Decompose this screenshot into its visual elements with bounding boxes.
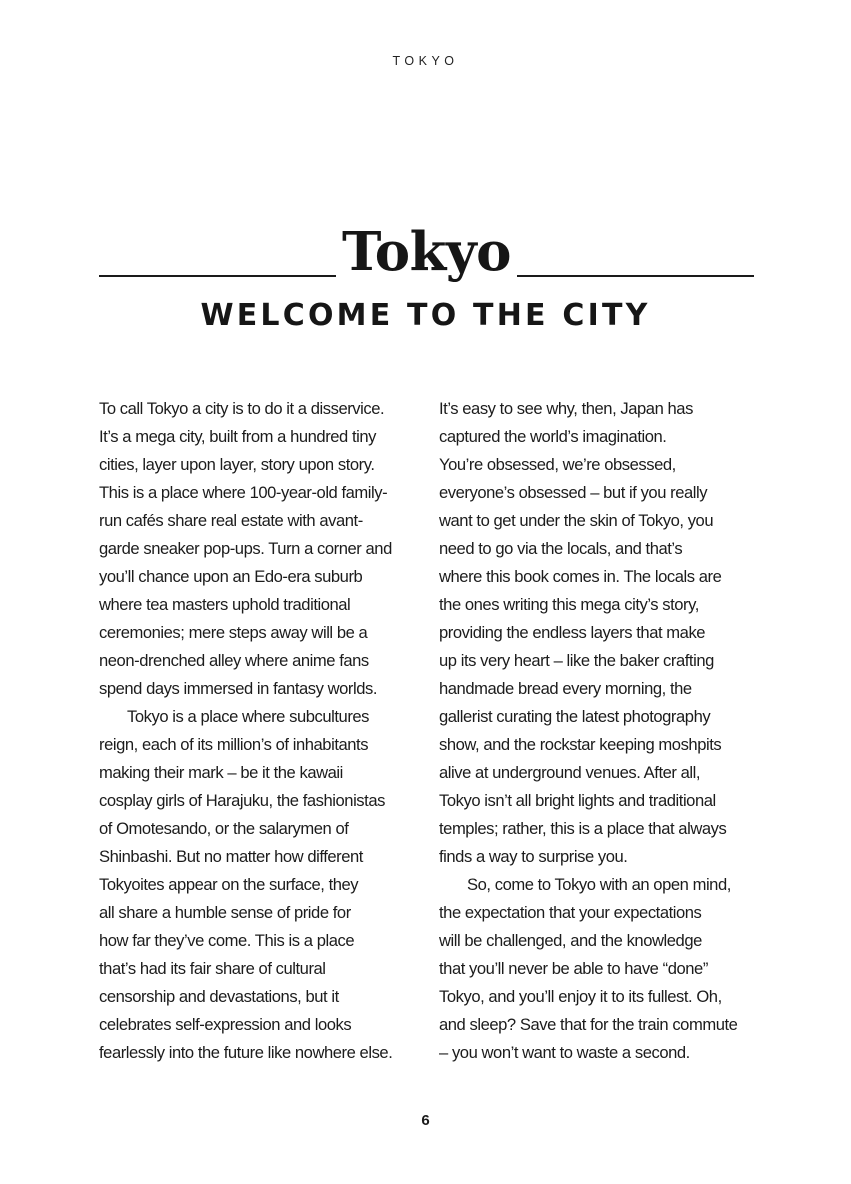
text-line: want to get under the skin of Tokyo, you (439, 511, 714, 530)
text-line: finds a way to surprise you. (439, 847, 628, 866)
text-line: Tokyo, and you’ll enjoy it to its fullest. Oh, (439, 987, 722, 1006)
text-line: of Omotesando, or the salarymen of (99, 819, 349, 838)
page-title-text: Tokyo (336, 221, 517, 283)
text-line: everyone’s obsessed – but if you really (439, 483, 708, 502)
text-line: providing the endless layers that make (439, 623, 706, 642)
text-line: up its very heart – like the baker crafting (439, 651, 714, 670)
left-paragraph-1 (99, 395, 417, 703)
left-column (99, 395, 417, 1067)
text-line: neon-drenched alley where anime fans (99, 651, 369, 670)
running-head: TOKYO (392, 54, 459, 68)
text-line: cosplay girls of Harajuku, the fashionistas (99, 791, 385, 810)
left-paragraph-2 (99, 703, 417, 1067)
text-line: run cafés share real estate with avant- (99, 511, 363, 530)
page-subtitle: WELCOME TO THE CITY (200, 298, 651, 333)
text-line: fearlessly into the future like nowhere else. (99, 1043, 393, 1062)
text-line: celebrates self-expression and looks (99, 1015, 352, 1034)
text-line: the ones writing this mega city’s story, (439, 595, 699, 614)
text-line: how far they’ve come. This is a place (99, 931, 355, 950)
text-line: cities, layer upon layer, story upon story. (99, 455, 375, 474)
text-line: censorship and devastations, but it (99, 987, 339, 1006)
text-line: Shinbashi. But no matter how different (99, 847, 363, 866)
text-line: captured the world’s imagination. (439, 427, 667, 446)
text-line: Tokyoites appear on the surface, they (99, 875, 359, 894)
right-paragraph-2 (439, 871, 757, 1067)
text-line: This is a place where 100-year-old family- (99, 483, 388, 502)
text-line: will be challenged, and the knowledge (439, 931, 702, 950)
text-line: handmade bread every morning, the (439, 679, 692, 698)
title-block (99, 221, 754, 283)
text-line: need to go via the locals, and that’s (439, 539, 683, 558)
text-line: So, come to Tokyo with an open mind, (467, 875, 731, 894)
text-line: You’re obsessed, we’re obsessed, (439, 455, 676, 474)
text-line: where tea masters uphold traditional (99, 595, 351, 614)
text-line: reign, each of its million’s of inhabitants (99, 735, 369, 754)
text-line: that you’ll never be able to have “done” (439, 959, 708, 978)
text-line: making their mark – be it the kawaii (99, 763, 343, 782)
right-paragraph-1 (439, 395, 757, 871)
text-line: alive at underground venues. After all, (439, 763, 701, 782)
right-column (439, 395, 757, 1067)
text-line: To call Tokyo a city is to do it a disservice. (99, 399, 385, 418)
text-line: Tokyo is a place where subcultures (127, 707, 370, 726)
page-title (99, 221, 754, 283)
page-number: 6 (421, 1112, 430, 1129)
text-line: all share a humble sense of pride for (99, 903, 351, 922)
text-line: you’ll chance upon an Edo-era suburb (99, 567, 363, 586)
text-line: Tokyo isn’t all bright lights and traditional (439, 791, 716, 810)
text-line: and sleep? Save that for the train commute (439, 1015, 738, 1034)
text-line: ceremonies; mere steps away will be a (99, 623, 368, 642)
text-line: where this book comes in. The locals are (439, 567, 722, 586)
text-line: gallerist curating the latest photography (439, 707, 711, 726)
text-line: spend days immersed in fantasy worlds. (99, 679, 378, 698)
text-line: It’s easy to see why, then, Japan has (439, 399, 693, 418)
text-line: garde sneaker pop-ups. Turn a corner and (99, 539, 392, 558)
text-line: It’s a mega city, built from a hundred tiny (99, 427, 377, 446)
text-line: temples; rather, this is a place that always (439, 819, 727, 838)
text-line: show, and the rockstar keeping moshpits (439, 735, 722, 754)
text-line: – you won’t want to waste a second. (439, 1043, 690, 1062)
text-line: the expectation that your expectations (439, 903, 702, 922)
text-line: that’s had its fair share of cultural (99, 959, 326, 978)
